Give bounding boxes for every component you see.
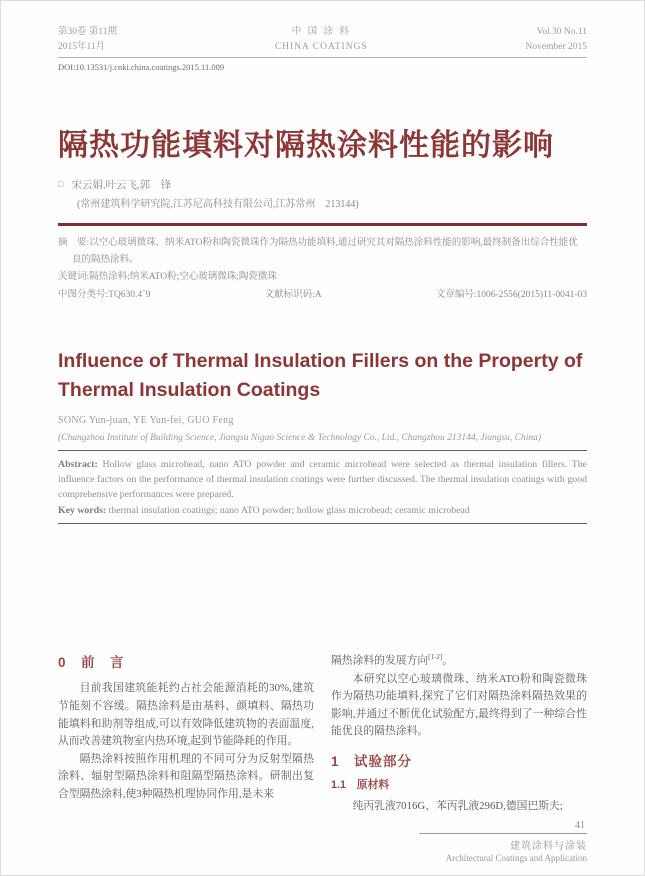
header-journal-name (275, 25, 368, 54)
paragraph-2-continued: 隔热涂料的发展方向[1-2]。 (331, 653, 453, 667)
abstract-en-top-rule (58, 450, 587, 451)
abstract-cn-label: 摘 要: (58, 238, 90, 249)
keywords-cn-label: 关键词: (58, 271, 90, 282)
section-1-1-heading: 1.1 原材料 (331, 778, 390, 791)
header-vol-issue-cn: 第30卷 第11期 (58, 27, 118, 37)
article-body (58, 652, 587, 815)
article-id: 文章编号:1006-2556(2015)11-0041-03 (435, 289, 587, 300)
page-number: 41 (575, 820, 585, 831)
abstract-cn-text: 摘 要:以空心玻璃微珠、纳米ATO粉和陶瓷微珠作为隔热功能填料,通过研究其对隔热涂料性能的影响,最终制备出综合性能优良的隔热涂料。 (58, 238, 578, 265)
header-date-cn: 2015年11月 (58, 41, 106, 52)
authors-en: SONG Yun-juan, YE Yun-fei, GUO Feng (58, 414, 234, 426)
doi: DOI:10.13531/j.cnki.china.coatings.2015.11.009 (58, 62, 225, 73)
left-column (58, 652, 314, 815)
header-vol-issue-en: Vol.30 No.11 (536, 27, 587, 37)
keywords-en: Key words: thermal insulation coatings; nano ATO powder; hollow glass microbead; ceramic microbead (58, 505, 470, 517)
journal-name-en: CHINA COATINGS (274, 41, 368, 52)
keywords-en-label: Key words: (58, 505, 107, 517)
article-title-en: Influence of Thermal Insulation Fillers on the Property of Thermal Insulation Coatings (58, 350, 583, 402)
page-footer (419, 820, 587, 863)
right-column (331, 652, 587, 815)
section-1-heading: 1 试验部分 (331, 753, 413, 769)
journal-name-cn: 中 国 涂 料 (291, 27, 351, 37)
clc-number: 中图分类号:TQ630.4+9 (58, 288, 151, 301)
abstract-top-rule (58, 223, 587, 226)
paragraph-2: 隔热涂料按照作用机理的不同可分为反射型隔热涂料、辐射型隔热涂料和阻隔型隔热涂料。研制出复合型隔热涂料,使3种隔热机理协同作用,是未来 (58, 752, 314, 800)
footer-rule (419, 833, 587, 834)
footer-journal-en: Architectural Coatings and Application (445, 853, 587, 863)
affiliation-cn: (常州建筑科学研究院,江苏尼高科技有限公司,江苏常州 213144) (77, 199, 359, 211)
authors-cn (58, 177, 587, 192)
keywords-cn: 关键词:隔热涂料;纳米ATO粉;空心玻璃微珠;陶瓷微珠 (58, 271, 277, 282)
abstract-en-label: Abstract: (58, 458, 98, 470)
paragraph-4: 纯丙乳液7016G、苯丙乳液296D,德国巴斯夫; (352, 799, 563, 812)
author-bullet-icon: □ (58, 179, 64, 190)
author-names-cn: 宋云娟,叶云飞,郭 锋 (71, 180, 172, 192)
abstract-cn-block (58, 235, 587, 303)
header-date-en: November 2015 (525, 41, 587, 52)
paragraph-3: 本研究以空心玻璃微珠、纳米ATO粉和陶瓷微珠作为隔热功能填料,探究了它们对隔热涂料隔热效果的影响,并通过不断优化试验配方,最终得到了一种综合性能优良的隔热涂料。 (331, 672, 587, 738)
header-volume-en (526, 25, 587, 54)
abstract-en-bottom-rule (58, 523, 587, 524)
affiliation-en: (Changzhou Institute of Building Science, Jiangsu Nigao Science & Technology Co., Ltd., Changzhou 213144, Jiangsu, China) (58, 432, 542, 443)
footer-journal-cn: 建筑涂料与涂装 (510, 841, 587, 852)
abstract-en-block (58, 457, 587, 519)
journal-header (58, 25, 587, 58)
citation-ref: [1-2] (428, 653, 443, 662)
document-code: 文献标识码:A (264, 289, 322, 300)
abstract-en-text: Abstract: Hollow glass microbead, nano ATO powder and ceramic microbead were selected as thermal insulation fillers. The influence factors on the performance of thermal insulation coatings were further discussed. The thermal insulation coatings with good comprehensive performances were prepared. (58, 458, 587, 500)
section-0-heading: 0 前 言 (58, 655, 125, 671)
header-volume-cn (58, 25, 117, 54)
classification-row (58, 287, 587, 303)
article-title-cn: 隔热功能填料对隔热涂料性能的影响 (58, 129, 554, 163)
paragraph-1: 目前我国建筑能耗约占社会能源消耗的30%,建筑节能刻不容缓。隔热涂料是由基料、颜填料、隔热功能填料和助剂等组成,可以有效降低建筑物的表面温度,从而改善建筑物室内热环境,起到节能降耗的作用。 (58, 682, 314, 748)
